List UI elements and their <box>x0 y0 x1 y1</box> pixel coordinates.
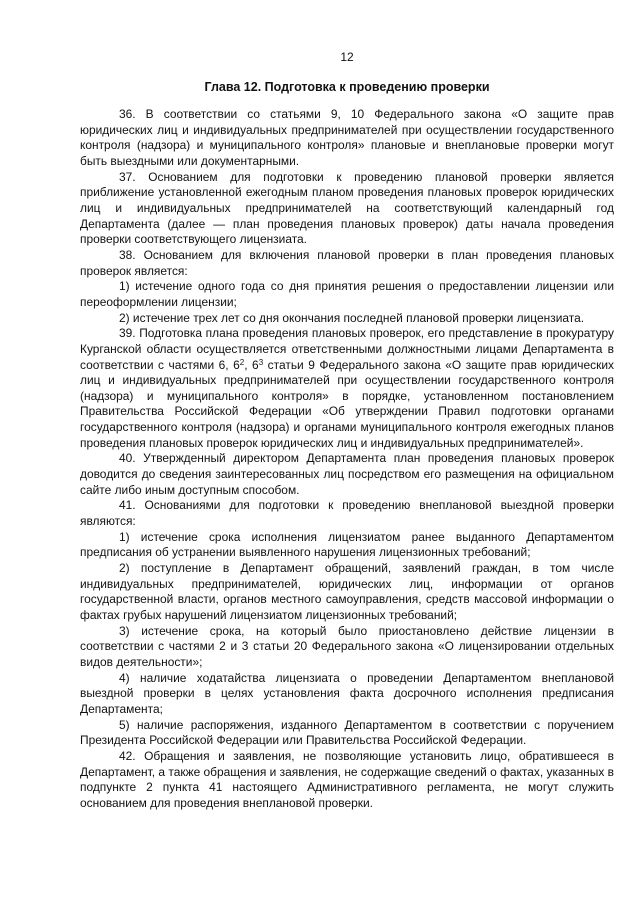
paragraph-39: 39. Подготовка плана проведения плановых проверок, его представление в прокуратуру Курганской области осуществляется ответственными должностными лицами Департамента в соответствии с частями 6, $6^2$, $6^3$ статьи 9 Федерального закона «О защите прав юридических лиц и индивидуальных предпринимателей при осуществлении государственного контроля (надзора) и муниципального контроля» в порядке, установленном постановлением Правительства Российской Федерации «Об утверждении Правил подготовки органами государственного контроля (надзора) и органами муниципального контроля ежегодных планов проведения плановых проверок юридических лиц и индивидуальных предпринимателей». <box>80 326 614 450</box>
paragraph-41-item-2: 2) поступление в Департамент обращений, заявлений граждан, в том числе индивидуальных предпринимателей, юридических лиц, информации от органов государственной власти, органов местного самоуправления, средств массовой информации о фактах грубых нарушений лицензиатом лицензионных требований; <box>80 561 614 622</box>
paragraph-38-item-1: 1) истечение одного года со дня принятия решения о предоставлении лицензии или переоформлении лицензии; <box>80 279 614 309</box>
paragraph-41-item-5: 5) наличие распоряжения, изданного Департаментом в соответствии с поручением Президента Российской Федерации или Правительства Российской Федерации. <box>80 717 614 748</box>
paragraph-41-item-4: 4) наличие ходатайства лицензиата о проведении Департаментом внеплановой выездной проверки в целях установления факта досрочного исполнения предписания Департамента; <box>80 670 614 716</box>
document-body <box>80 107 614 812</box>
paragraph-41-item-3: 3) истечение срока, на который было приостановлено действие лицензии в соответствии с частями 2 и 3 статьи 20 Федерального закона «О лицензировании отдельных видов деятельности»; <box>80 623 614 669</box>
chapter-title: Глава 12. Подготовка к проведению проверки <box>204 80 490 94</box>
paragraph-36: 36. В соответствии со статьями 9, 10 Федерального закона «О защите прав юридических лиц и индивидуальных предпринимателей при осуществлении государственного контроля (надзора) и муниципального контроля» плановые и внеплановые проверки могут быть выездными или документарными. <box>80 107 614 168</box>
paragraph-37: 37. Основанием для подготовки к проведению плановой проверки является приближение установленной ежегодным планом проведения плановых проверок юридических лиц и индивидуальных предпринимателей на соответствующий календарный год Департамента (далее — план проведения плановых проверок) даты начала проведения проверки соответствующего лицензиата. <box>80 169 614 247</box>
paragraph-38: 38. Основанием для включения плановой проверки в план проведения плановых проверок является: <box>80 247 614 278</box>
paragraph-41: 41. Основаниями для подготовки к проведению внеплановой выездной проверки являются: <box>80 498 614 529</box>
paragraph-42: 42. Обращения и заявления, не позволяющие установить лицо, обратившееся в Департамент, а также обращения и заявления, не содержащие сведений о фактах, указанных в подпункте 2 пункта 41 настоящего Административного регламента, не могут служить основанием для проведения внеплановой проверки. <box>80 748 614 810</box>
paragraph-41-item-1: 1) истечение срока исполнения лицензиатом ранее выданного Департаментом предписания об устранении выявленного нарушения лицензионных требований; <box>80 529 614 560</box>
paragraph-40: 40. Утвержденный директором Департамента план проведения плановых проверок доводится до сведения заинтересованных лиц посредством его размещения на официальном сайте либо иным доступным способом. <box>80 451 614 497</box>
page-number: 12 <box>340 50 354 64</box>
document-page <box>80 0 614 905</box>
paragraph-38-item-2: 2) истечение трех лет со дня окончания последней плановой проверки лицензиата. <box>119 310 585 325</box>
